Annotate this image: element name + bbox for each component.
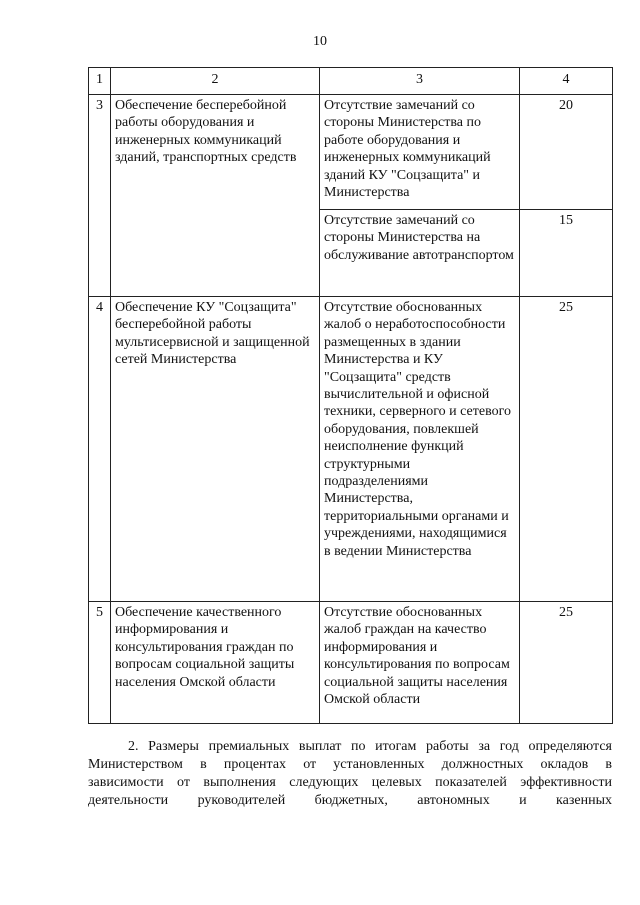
criterion-cell: Отсутствие обоснованных жалоб о неработоспособности размещенных в здании Министерства и КУ "Соцзащита" средств вычислительной и офисной техники, серверного и сетевого оборудования, повлекшей неисполнение функций структурными подразделениями Министерства, территориальными органами и учреждениями, находящимися в ведении Министерства	[320, 297, 520, 602]
paragraph-line: зависимости от выполнения следующих целевых показателей эффективности	[88, 775, 612, 790]
row-number: 5	[89, 602, 111, 724]
table-row	[89, 602, 613, 724]
task-cell: Обеспечение КУ "Соцзащита" бесперебойной работы мультисервисной и защищенной сетей Министерства	[111, 297, 320, 602]
paragraph-line: 2. Размеры премиальных выплат по итогам работы за год определяются	[128, 739, 612, 754]
table-row	[89, 95, 613, 210]
points-cell: 25	[520, 297, 613, 602]
criteria-table	[88, 67, 613, 724]
points-cell: 15	[520, 210, 613, 297]
paragraph-line: деятельности руководителей бюджетных, автономных и казенных	[88, 793, 612, 808]
header-cell-1: 1	[89, 68, 111, 95]
header-cell-2: 2	[111, 68, 320, 95]
paragraph-line: Министерством в процентах от установленных должностных окладов в	[88, 757, 612, 772]
body-paragraph	[88, 738, 612, 810]
criterion-cell: Отсутствие замечаний со стороны Министерства на обслуживание автотранспортом	[320, 210, 520, 297]
points-cell: 20	[520, 95, 613, 210]
header-cell-3: 3	[320, 68, 520, 95]
row-number: 3	[89, 95, 111, 297]
task-cell: Обеспечение бесперебойной работы оборудования и инженерных коммуникаций зданий, транспортных средств	[111, 95, 320, 297]
page-number: 10	[313, 34, 327, 49]
table-row	[89, 297, 613, 602]
criterion-cell: Отсутствие обоснованных жалоб граждан на качество информирования и консультирования по вопросам социальной защиты населения Омской области	[320, 602, 520, 724]
task-cell: Обеспечение качественного информирования и консультирования граждан по вопросам социальной защиты населения Омской области	[111, 602, 320, 724]
criterion-cell: Отсутствие замечаний со стороны Министерства по работе оборудования и инженерных коммуникаций зданий КУ "Соцзащита" и Министерства	[320, 95, 520, 210]
points-cell: 25	[520, 602, 613, 724]
header-cell-4: 4	[520, 68, 613, 95]
row-number: 4	[89, 297, 111, 602]
table-header-row	[89, 68, 613, 95]
